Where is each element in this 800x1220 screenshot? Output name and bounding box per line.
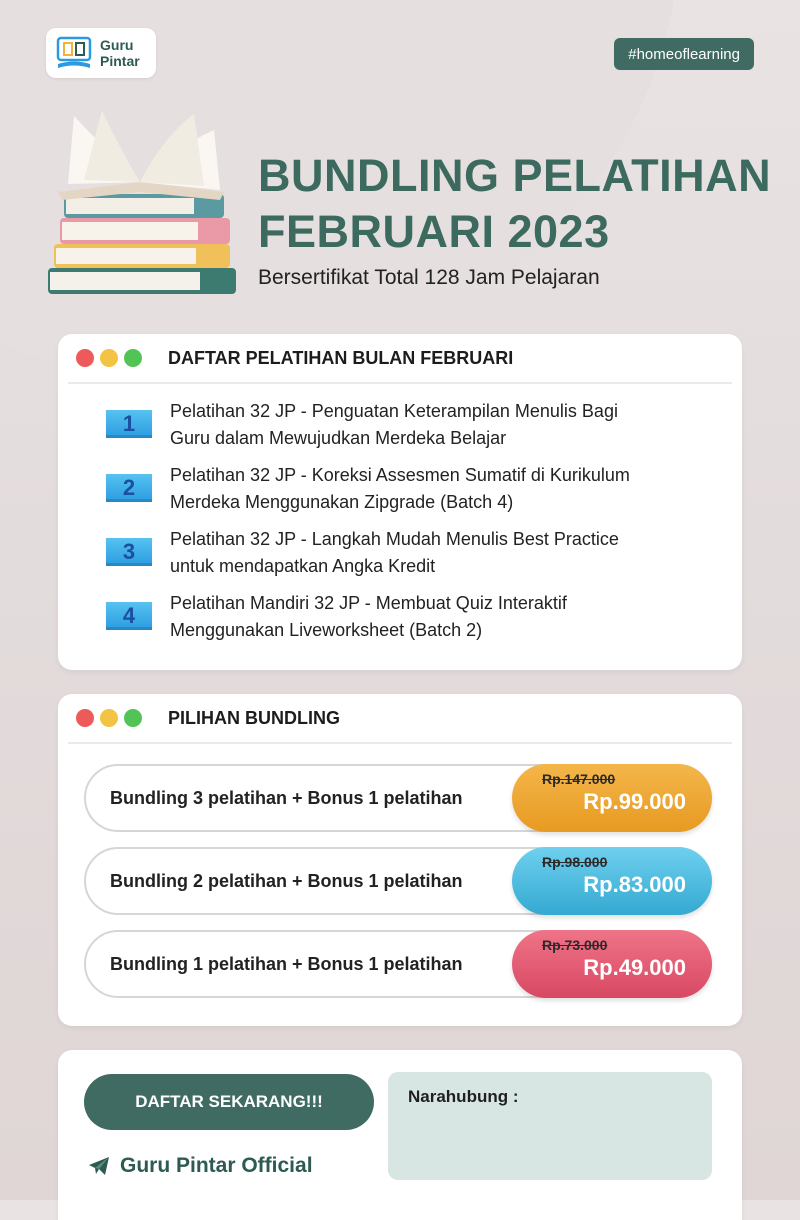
item-line-1: Pelatihan 32 JP - Penguatan Keterampilan Menulis Bagi <box>170 401 618 421</box>
divider <box>68 742 732 744</box>
training-item-text <box>170 398 710 452</box>
bundling-card <box>58 694 742 1026</box>
old-price: Rp.147.000 <box>542 771 616 787</box>
page-title <box>258 148 778 260</box>
card-header <box>58 694 742 742</box>
training-list-heading: DAFTAR PELATIHAN BULAN FEBRUARI <box>168 347 514 368</box>
bundle-label: Bundling 1 pelatihan + Bonus 1 pelatihan <box>110 953 463 974</box>
new-price: Rp.99.000 <box>583 789 686 814</box>
logo-book-icon <box>54 35 94 71</box>
title-line-1: BUNDLING PELATIHAN <box>258 150 772 201</box>
register-now-button[interactable]: DAFTAR SEKARANG!!! <box>84 1074 374 1130</box>
item-line-2: Menggunakan Liveworksheet (Batch 2) <box>170 620 483 640</box>
list-item <box>58 398 742 462</box>
training-list <box>58 384 742 654</box>
item-line-2: Guru dalam Mewujudkan Merdeka Belajar <box>170 428 507 448</box>
bundle-label: Bundling 3 pelatihan + Bonus 1 pelatihan <box>110 787 463 808</box>
number-badge: 1 <box>106 410 152 438</box>
contact-label: Narahubung : <box>408 1087 519 1106</box>
page-subtitle: Bersertifikat Total 128 Jam Pelajaran <box>258 266 600 289</box>
logo-text-line1: Guru <box>100 37 134 53</box>
telegram-link[interactable] <box>88 1154 313 1178</box>
yellow-dot <box>100 349 118 367</box>
red-dot <box>76 709 94 727</box>
new-price: Rp.49.000 <box>583 955 686 980</box>
window-dots-icon <box>76 349 142 367</box>
telegram-label: Guru Pintar Official <box>120 1154 313 1177</box>
list-item <box>58 526 742 590</box>
price-pill[interactable] <box>512 764 712 832</box>
book-stack-icon <box>44 108 244 302</box>
new-price: Rp.83.000 <box>583 872 686 897</box>
item-line-1: Pelatihan 32 JP - Koreksi Assesmen Sumatif di Kurikulum <box>170 465 630 485</box>
bundle-option-1[interactable] <box>84 930 712 998</box>
title-line-2: FEBRUARI 2023 <box>258 206 610 257</box>
number-badge: 3 <box>106 538 152 566</box>
item-line-1: Pelatihan Mandiri 32 JP - Membuat Quiz Interaktif <box>170 593 567 613</box>
red-dot <box>76 349 94 367</box>
item-line-2: untuk mendapatkan Angka Kredit <box>170 556 436 576</box>
list-item <box>58 462 742 526</box>
bundle-option-2[interactable] <box>84 847 712 915</box>
training-item-text <box>170 526 710 580</box>
logo-text-line2: Pintar <box>100 53 140 69</box>
training-list-card <box>58 334 742 670</box>
green-dot <box>124 709 142 727</box>
window-dots-icon <box>76 709 142 727</box>
bundling-heading: PILIHAN BUNDLING <box>168 707 340 728</box>
number-badge: 4 <box>106 602 152 630</box>
green-dot <box>124 349 142 367</box>
card-header <box>58 334 742 382</box>
list-item <box>58 590 742 654</box>
price-pill[interactable] <box>512 930 712 998</box>
footer-card <box>58 1050 742 1220</box>
bundle-option-3[interactable] <box>84 764 712 832</box>
hashtag-badge: #homeoflearning <box>614 38 754 70</box>
old-price: Rp.98.000 <box>542 854 608 870</box>
training-item-text <box>170 590 710 644</box>
item-line-2: Merdeka Menggunakan Zipgrade (Batch 4) <box>170 492 514 512</box>
number-badge: 2 <box>106 474 152 502</box>
bundle-label: Bundling 2 pelatihan + Bonus 1 pelatihan <box>110 870 463 891</box>
yellow-dot <box>100 709 118 727</box>
brand-logo[interactable] <box>46 28 156 78</box>
old-price: Rp.73.000 <box>542 937 608 953</box>
training-item-text <box>170 462 710 516</box>
paper-plane-icon <box>88 1156 110 1176</box>
price-pill[interactable] <box>512 847 712 915</box>
contact-box <box>388 1072 712 1180</box>
item-line-1: Pelatihan 32 JP - Langkah Mudah Menulis Best Practice <box>170 529 619 549</box>
